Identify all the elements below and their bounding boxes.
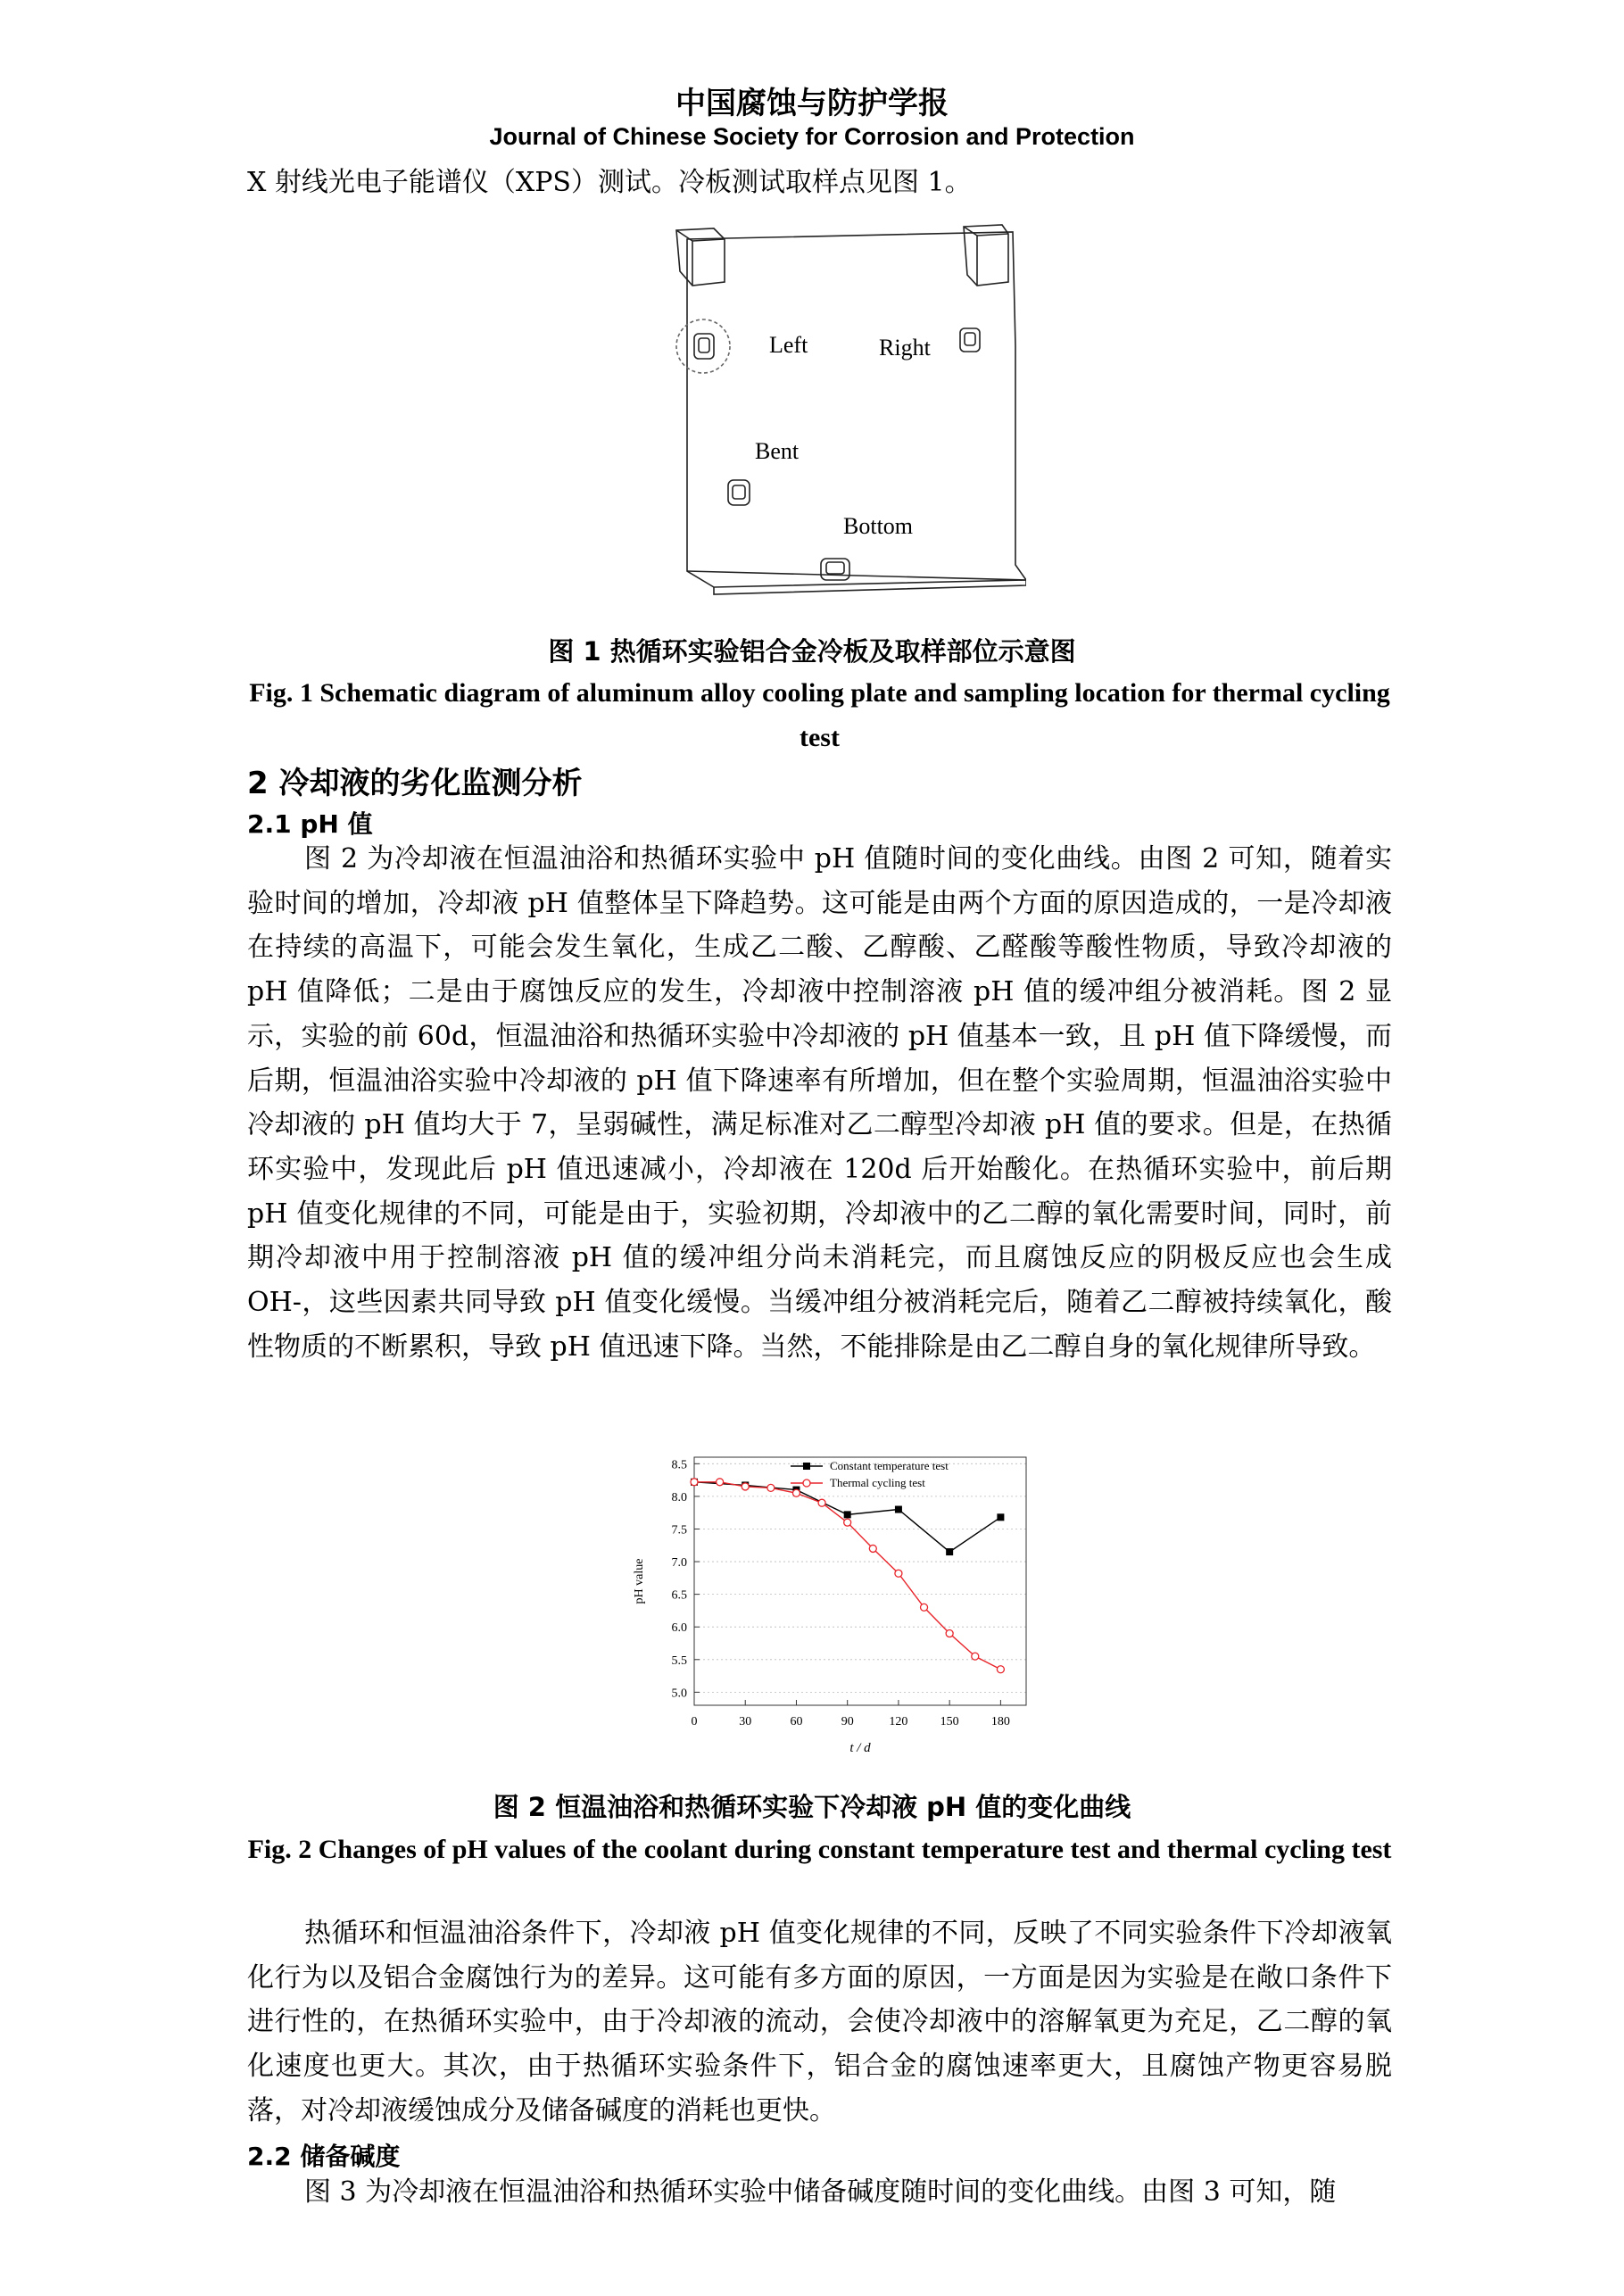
section-2-2-paragraph: 图 3 为冷却液在恒温油浴和热循环实验中储备碱度随时间的变化曲线。由图 3 可知，随 [304, 2176, 1337, 2208]
constant-temperature-data-point [844, 1511, 851, 1518]
y-tick-label: 5.5 [671, 1654, 687, 1668]
x-axis-label: t / d [849, 1741, 871, 1755]
thermal-cycling-data-point [792, 1489, 800, 1496]
figure1-caption-cn: 图 1 热循环实验铝合金冷板及取样部位示意图 [548, 636, 1076, 667]
thermal-cycling-data-point [997, 1666, 1004, 1673]
thermal-cycling-data-point [818, 1499, 825, 1506]
thermal-cycling-data-point [742, 1483, 749, 1490]
label-left: Left [769, 332, 808, 358]
label-right: Right [879, 335, 931, 361]
thermal-cycling-data-point [691, 1479, 698, 1486]
y-tick-label: 5.0 [671, 1687, 687, 1701]
figure2-caption-en: Fig. 2 Changes of pH values of the coolant during constant temperature test and thermal cycling test [247, 1835, 1392, 1864]
y-tick-label: 7.0 [671, 1556, 687, 1571]
x-tick-label: 60 [790, 1715, 803, 1728]
section-2-1-paragraph-2: 热循环和恒温油浴条件下，冷却液 pH 值变化规律的不同，反映了不同实验条件下冷却液氧化行为以及铝合金腐蚀行为的差异。这可能有多方面的原因，一方面是因为实验是在敞口条件下进行性的，在热循环实验中，由于冷却液的流动，会使冷却液中的溶解氧更为充足，乙二醇的氧化速度也更大。其次，由于热循环实验条件下，铝合金的腐蚀速率更大，且腐蚀产物更容易脱落，对冷却液缓蚀成分及储备碱度的消耗也更快。 [247, 1918, 1392, 2126]
constant-temperature-data-point [946, 1548, 953, 1555]
thermal-cycling-data-point [767, 1484, 775, 1491]
x-tick-label: 180 [990, 1715, 1010, 1728]
section-2-heading: 2 冷却液的劣化监测分析 [247, 766, 583, 801]
constant-temperature-data-point [997, 1513, 1004, 1521]
constant-temperature-legend-label: Constant temperature test [830, 1459, 949, 1472]
thermal-cycling-series-line [694, 1482, 1000, 1670]
x-tick-label: 90 [841, 1715, 854, 1728]
plot-frame [694, 1457, 1026, 1705]
x-tick-label: 30 [739, 1715, 752, 1728]
constant-temperature-legend-marker [803, 1463, 810, 1470]
thermal-cycling-data-point [972, 1653, 979, 1660]
journal-title-cn: 中国腐蚀与防护学报 [675, 86, 949, 121]
thermal-cycling-legend-label: Thermal cycling test [830, 1476, 925, 1489]
journal-title-en: Journal of Chinese Society for Corrosion and Protection [489, 123, 1135, 150]
section-2-1-heading: 2.1 pH 值 [247, 809, 373, 839]
figure1-caption-en: Fig. 1 Schematic diagram of aluminum alloy cooling plate and sampling location for thermal cycling test [249, 678, 1390, 752]
figure2-caption-cn: 图 2 恒温油浴和热循环实验下冷却液 pH 值的变化曲线 [493, 1792, 1131, 1822]
y-tick-label: 8.0 [671, 1490, 687, 1504]
y-tick-label: 6.5 [671, 1588, 687, 1603]
thermal-cycling-data-point [869, 1545, 876, 1552]
y-tick-label: 7.5 [671, 1523, 687, 1538]
thermal-cycling-data-point [844, 1519, 851, 1526]
thermal-cycling-data-point [717, 1479, 724, 1486]
ph-chart [616, 1441, 1044, 1762]
thermal-cycling-data-point [946, 1630, 953, 1637]
x-tick-label: 120 [889, 1715, 908, 1728]
x-tick-label: 150 [940, 1715, 959, 1728]
thermal-cycling-data-point [921, 1604, 928, 1611]
y-tick-label: 6.0 [671, 1621, 687, 1636]
x-tick-label: 0 [691, 1715, 698, 1728]
cooling-plate-figure [660, 212, 1026, 605]
y-axis-label: pH value [633, 1558, 646, 1604]
section-2-1-paragraph: 图 2 为冷却液在恒温油浴和热循环实验中 pH 值随时间的变化曲线。由图 2 可知，随着实验时间的增加，冷却液 pH 值整体呈下降趋势。这可能是由两个方面的原因造成的，一是冷却液在持续的高温下，可能会发生氧化，生成乙二酸、乙醇酸、乙醛酸等酸性物质，导致冷却液的 pH 值降低；二是由于腐蚀反应的发生，冷却液中控制溶液 pH 值的缓冲组分被消耗。图 2 显示，实验的前 60d，恒温油浴和热循环实验中冷却液的 pH 值基本一致，且 pH 值下降缓慢，而后期，恒温油浴实验中冷却液的 pH 值下降速率有所增加，但在整个实验周期，恒温油浴实验中冷却液的 pH 值均大于 7，呈弱碱性，满足标准对乙二醇型冷却液 pH 值的要求。但是，在热循环实验中，发现此后 pH 值迅速减小，冷却液在 120d 后开始酸化。在热循环实验中，前后期 pH 值变化规律的不同，可能是由于，实验初期，冷却液中的乙二醇的氧化需要时间，同时，前期冷却液中用于控制溶液 pH 值的缓冲组分尚未消耗完，而且腐蚀反应的阴极反应也会生成 OH-，这些因素共同导致 pH 值变化缓慢。当缓冲组分被消耗完后，随着乙二醇被持续氧化，酸性物质的不断累积，导致 pH 值迅速下降。当然，不能排除是由乙二醇自身的氧化规律所导致。 [247, 843, 1392, 1363]
thermal-cycling-legend-marker [803, 1480, 810, 1487]
label-bottom: Bottom [843, 513, 914, 539]
thermal-cycling-data-point [895, 1570, 902, 1577]
intro-line: X 射线光电子能谱仪（XPS）测试。冷板测试取样点见图 1。 [247, 167, 972, 198]
label-bent: Bent [755, 438, 800, 464]
constant-temperature-data-point [895, 1506, 902, 1513]
y-tick-label: 8.5 [671, 1458, 687, 1472]
section-2-2-heading: 2.2 储备碱度 [247, 2142, 401, 2171]
